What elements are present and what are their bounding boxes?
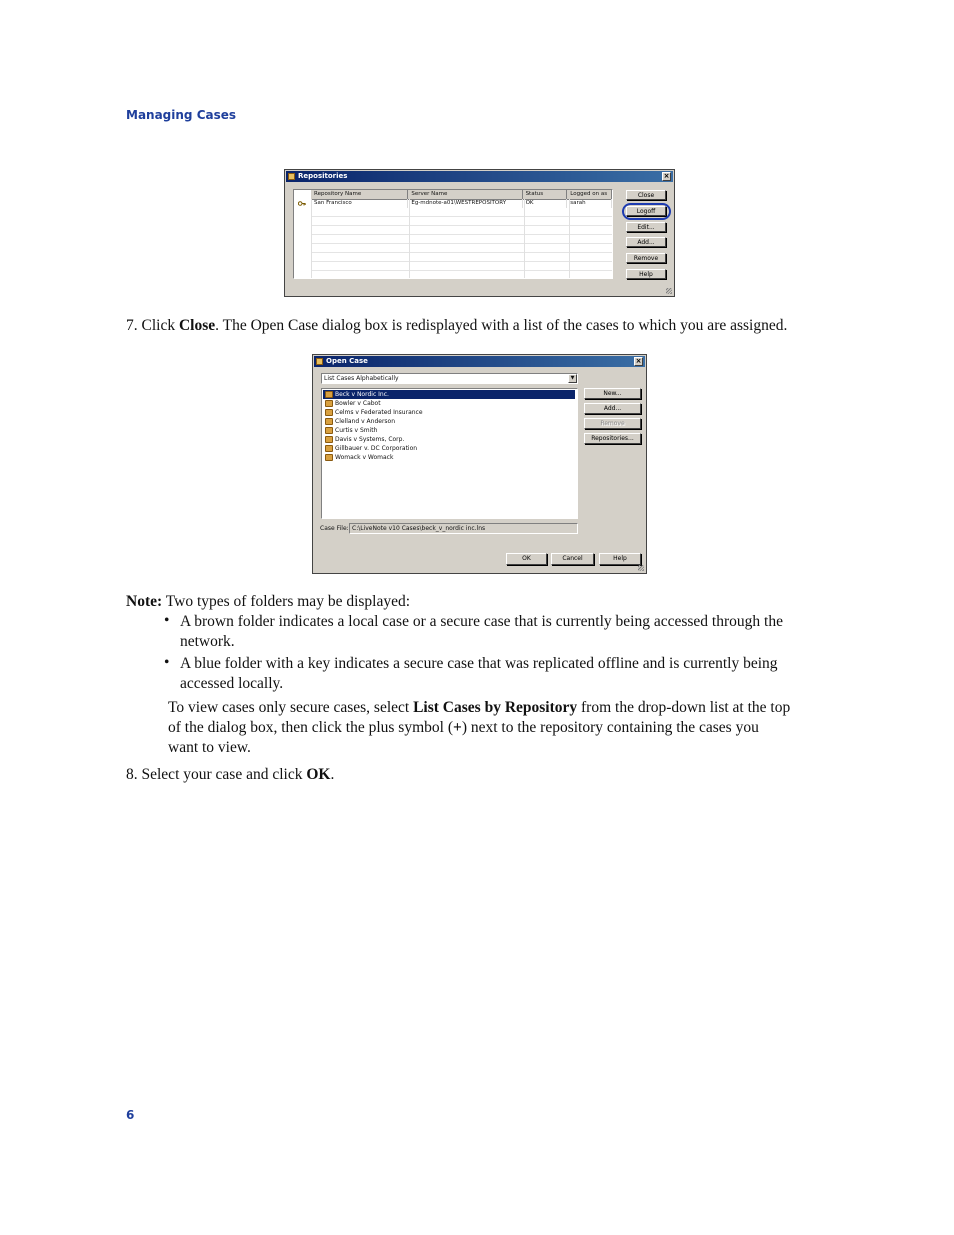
logged-on-as-cell: sarah — [567, 199, 612, 208]
add-button[interactable]: Add... — [584, 403, 641, 414]
folder-icon — [325, 409, 333, 416]
step-text-pre: Select your case and click — [141, 766, 307, 783]
step-text-post: . The Open Case dialog box is redisplayed with a list of the cases to which you are assigned. — [215, 317, 788, 334]
resize-grip[interactable] — [666, 288, 672, 294]
remove-button[interactable]: Remove — [626, 253, 666, 263]
note-label: Note: — [126, 593, 163, 610]
app-icon — [288, 173, 295, 180]
column-repository-name[interactable]: Repository Name — [311, 190, 408, 199]
list-mode-value: List Cases Alphabetically — [324, 375, 399, 382]
step-bold: OK — [306, 766, 331, 783]
bullet-marker: • — [164, 654, 170, 671]
new-button[interactable]: New... — [584, 388, 641, 399]
note-line — [126, 592, 410, 612]
list-item[interactable]: Clelland v Anderson — [323, 417, 575, 426]
logoff-button[interactable]: Logoff — [626, 206, 666, 216]
remove-button[interactable]: Remove — [584, 418, 641, 429]
step-number: 8. — [126, 766, 138, 783]
cancel-button[interactable]: Cancel — [551, 553, 594, 565]
repositories-dialog — [284, 169, 675, 297]
folder-icon — [325, 418, 333, 425]
bullet-1: A brown folder indicates a local case or a secure case that is currently being accessed through the network. — [180, 613, 783, 650]
open-case-title: Open Case — [326, 357, 368, 365]
resize-grip[interactable] — [638, 565, 644, 571]
logoff-highlight-circle — [622, 203, 671, 220]
folder-icon — [325, 445, 333, 452]
case-file-field: C:\LiveNote v10 Cases\beck_v_nordic inc.lns — [349, 523, 578, 534]
list-item[interactable]: Beck v Nordic Inc. — [323, 390, 575, 399]
secure-cases-paragraph: To view cases only secure cases, select List Cases by Repository from the drop-down list at the top of the dialog box, then click the plus symbol (+) next to the repository containing the cases you want to view. — [168, 699, 791, 756]
running-header: Managing Cases — [126, 108, 237, 122]
folder-icon — [325, 427, 333, 434]
list-item[interactable]: Gillbauer v. DC Corporation — [323, 444, 575, 453]
close-icon[interactable]: × — [663, 172, 670, 180]
column-status[interactable]: Status — [523, 190, 568, 199]
list-item[interactable]: Womack v Womack — [323, 453, 575, 462]
list-item[interactable]: Bowler v Cabot — [323, 399, 575, 408]
step-text-post: . — [330, 766, 335, 783]
close-icon[interactable]: × — [635, 357, 642, 365]
step-bold: Close — [178, 317, 216, 334]
table-row[interactable] — [311, 199, 612, 208]
page-number: 6 — [126, 1108, 135, 1122]
folder-icon — [325, 391, 333, 398]
bullet-2: A blue folder with a key indicates a secure case that was replicated offline and is currently being accessed locally. — [180, 655, 778, 692]
step-7 — [126, 316, 787, 336]
list-item[interactable]: Celms v Federated Insurance — [323, 408, 575, 417]
help-button[interactable]: Help — [626, 269, 666, 279]
note-text: Two types of folders may be displayed: — [162, 593, 411, 610]
repositories-button[interactable]: Repositories... — [584, 433, 641, 444]
case-file-label: Case File: — [320, 525, 349, 532]
close-button[interactable]: Close — [626, 190, 666, 200]
step-number: 7. — [126, 317, 138, 334]
case-list[interactable] — [321, 388, 578, 519]
repositories-grid — [293, 189, 613, 279]
step-8 — [126, 765, 334, 785]
folder-icon — [325, 454, 333, 461]
folder-icon — [325, 436, 333, 443]
app-icon — [316, 358, 323, 365]
status-cell: OK — [523, 199, 568, 208]
chevron-down-icon[interactable]: ▼ — [568, 374, 577, 383]
list-mode-select[interactable] — [321, 373, 578, 384]
ok-button[interactable]: OK — [506, 553, 547, 565]
help-button[interactable]: Help — [599, 553, 641, 565]
column-server-name[interactable]: Server Name — [408, 190, 522, 199]
list-item[interactable]: Curtis v Smith — [323, 426, 575, 435]
open-case-dialog — [312, 354, 647, 574]
open-case-titlebar — [314, 356, 645, 367]
add-button[interactable]: Add... — [626, 237, 666, 247]
repositories-titlebar — [286, 171, 673, 182]
step-text-pre: Click — [141, 317, 179, 334]
edit-button[interactable]: Edit... — [626, 222, 666, 232]
server-name-cell: Eg-mdnote-a01\WESTREPOSITORY — [408, 199, 522, 208]
list-item[interactable]: Davis v Systems, Corp. — [323, 435, 575, 444]
repository-name-cell: San Francisco — [311, 199, 408, 208]
key-icon — [298, 200, 306, 207]
bullet-marker: • — [164, 612, 170, 629]
column-logged-on-as[interactable]: Logged on as — [567, 190, 612, 199]
folder-icon — [325, 400, 333, 407]
repositories-title: Repositories — [298, 172, 348, 180]
